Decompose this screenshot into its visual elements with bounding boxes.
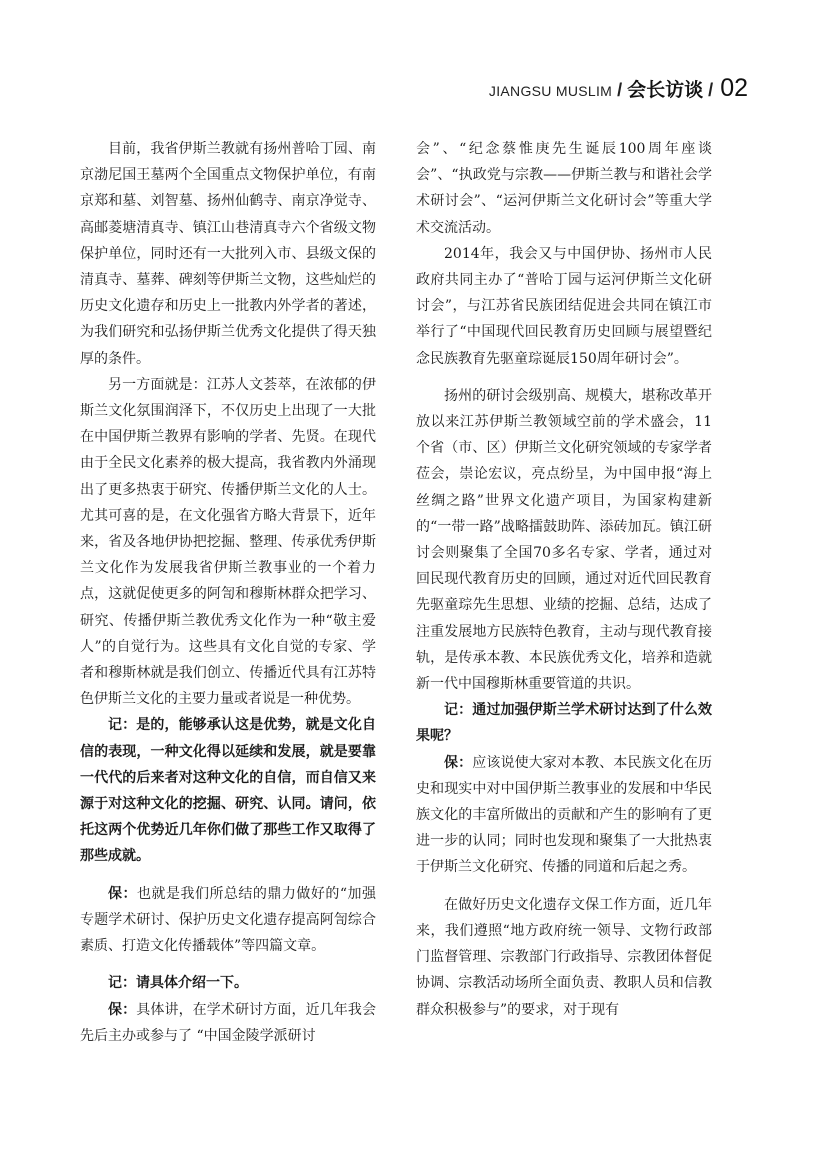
answer-text: 具体讲，在学术研讨方面，近几年我会先后主办或参与了 “中国金陵学派研讨 bbox=[80, 1001, 377, 1044]
speaker-tag: 保： bbox=[108, 885, 137, 902]
page-number: 02 bbox=[720, 74, 748, 102]
paragraph: 另一方面就是：江苏人文荟萃，在浓郁的伊斯兰文化氛围润泽下，不仅历史上出现了一大批在中国伊斯兰教界有影响的学者、先贤。在现代由于全民文化素养的极大提高，我省教内外涌现出了更多热衷于研究、传播伊斯兰文化的人士。尤其可喜的是，在文化强省方略大背景下，近年来，省及各地伊协把挖掘、整理、传承优秀伊斯兰文化作为发展我省伊斯兰教事业的一个着力点，这就促使更多的阿訇和穆斯林群众把学习、研究、传播伊斯兰教优秀文化作为一种“敬主爱人”的自觉行为。这些具有文化自觉的专家、学者和穆斯林就是我们创立、传播近代具有江苏特色伊斯兰文化的主要力量或者说是一种优势。 bbox=[80, 376, 376, 708]
running-header bbox=[489, 74, 748, 103]
magazine-name: JIANGSU MUSLIM bbox=[488, 83, 613, 99]
question-text: 请具体介绍一下。 bbox=[136, 975, 248, 992]
header-separator: / bbox=[617, 80, 623, 100]
interviewee-answer bbox=[80, 881, 376, 960]
interviewee-answer bbox=[80, 997, 376, 1049]
paragraph: 在做好历史文化遗存文保工作方面，近几年来，我们遵照“地方政府统一领导、文物行政部门监督管理、宗教部门行政指导、宗教团体督促协调、宗教活动场所全面负责、教职人员和信教群众积极参与”的要求，对于现有 bbox=[416, 896, 712, 1018]
interviewer-question bbox=[416, 697, 712, 749]
right-column bbox=[416, 136, 712, 1023]
speaker-tag: 保： bbox=[444, 754, 473, 771]
left-column bbox=[80, 136, 376, 1049]
speaker-tag: 记： bbox=[444, 702, 473, 719]
header-separator: / bbox=[708, 80, 714, 100]
paragraph: 目前，我省伊斯兰教就有扬州普哈丁园、南京渤尼国王墓两个全国重点文物保护单位，有南京郑和墓、刘智墓、扬州仙鹤寺、南京净觉寺、高邮菱塘清真寺、镇江山巷清真寺六个省级文物保护单位，同时还有一大批列入市、县级文保的清真寺、墓葬、碑刻等伊斯兰文物，这些灿烂的历史文化遗存和历史上一批教内外学者的著述，为我们研究和弘扬伊斯兰优秀文化提供了得天独厚的条件。 bbox=[80, 141, 376, 367]
paragraph: 会”、“纪念蔡惟庚先生诞辰100周年座谈会”、“执政党与宗教——伊斯兰教与和谐社会学术研讨会”、“运河伊斯兰文化研讨会”等重大学术交流活动。 bbox=[416, 141, 712, 236]
interviewee-answer bbox=[416, 750, 712, 881]
question-text: 是的，能够承认这是优势，就是文化自信的表现，一种文化得以延续和发展，就是要靠一代代的后来者对这种文化的自信，而自信又来源于对这种文化的挖掘、研究、认同。请问，依托这两个优势近几年你们做了那些工作又取得了那些成就。 bbox=[80, 717, 377, 865]
interviewer-question bbox=[80, 712, 376, 869]
section-title: 会长访谈 bbox=[627, 79, 704, 101]
paragraph: 扬州的研讨会级别高、规模大，堪称改革开放以来江苏伊斯兰教领域空前的学术盛会，11个省（市、区）伊斯兰文化研究领域的专家学者莅会，崇论宏议，亮点纷呈，为中国申报“海上丝绸之路”世界文化遗产项目，为国家构建新的“一带一路”战略擂鼓助阵、添砖加瓦。镇江研讨会则聚集了全国70多名专家、学者，通过对回民现代教育历史的回顾，通过对近代回民教育先驱童琮先生思想、业绩的挖掘、总结，达成了注重发展地方民族特色教育，主动与现代教育接轨，是传承本教、本民族优秀文化，培养和造就新一代中国穆斯林重要管道的共识。 bbox=[416, 387, 712, 693]
speaker-tag: 记： bbox=[108, 975, 136, 992]
interviewer-question bbox=[80, 970, 376, 996]
speaker-tag: 保： bbox=[108, 1001, 137, 1018]
answer-text: 应该说使大家对本教、本民族文化在历史和现实中对中国伊斯兰教事业的发展和中华民族文化的丰富所做出的贡献和产生的影响有了更进一步的认同；同时也发现和聚集了一大批热衷于伊斯兰文化研究、传播的同道和后起之秀。 bbox=[416, 754, 713, 876]
answer-text: 也就是我们所总结的鼎力做好的“加强专题学术研讨、保护历史文化遗存提高阿訇综合素质、打造文化传播载体”等四篇文章。 bbox=[80, 885, 377, 955]
speaker-tag: 记： bbox=[108, 717, 137, 734]
paragraph: 2014年，我会又与中国伊协、扬州市人民政府共同主办了“普哈丁园与运河伊斯兰文化研讨会”，与江苏省民族团结促进会共同在镇江市举行了“中国现代回民教育历史回顾与展望暨纪念民族教育先驱童琮诞辰150周年研讨会”。 bbox=[416, 245, 712, 367]
question-text: 通过加强伊斯兰学术研讨达到了什么效果呢？ bbox=[416, 702, 713, 745]
